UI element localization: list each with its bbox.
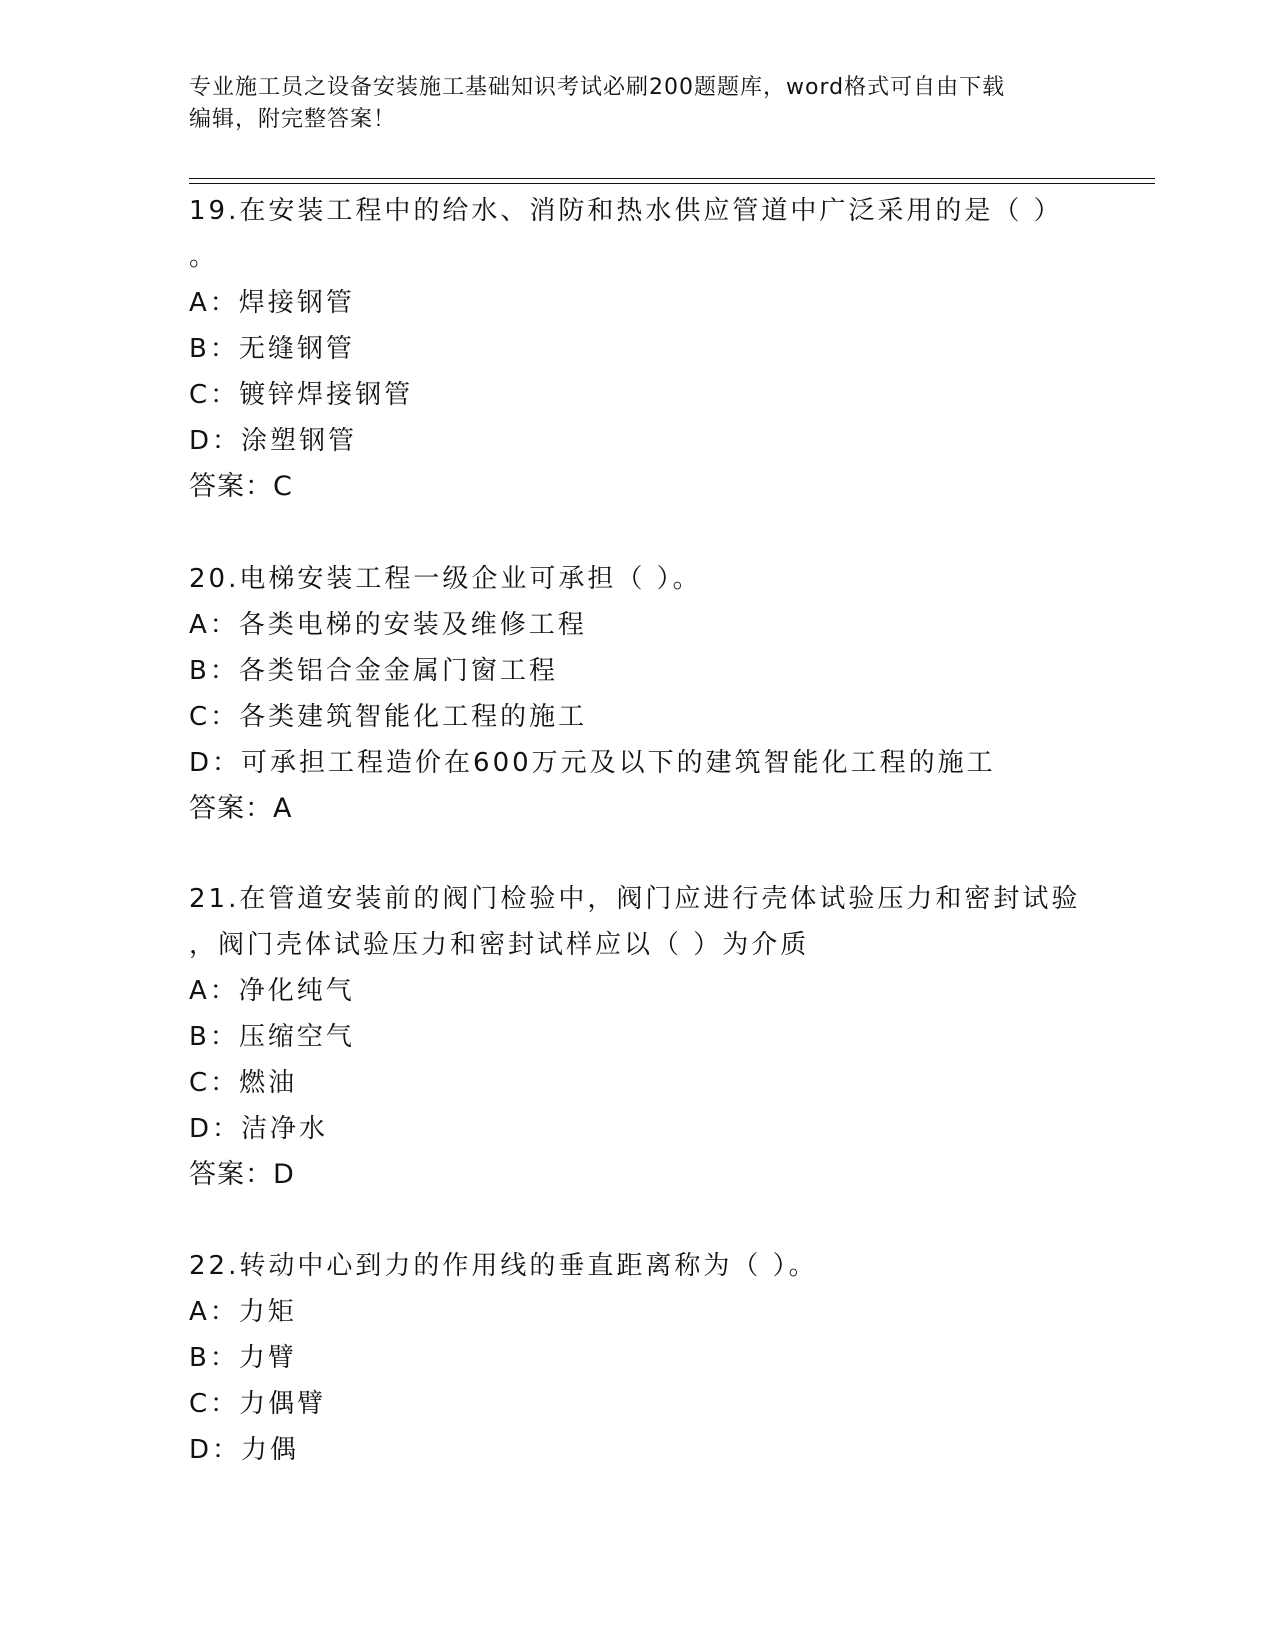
- option-b: B：无缝钢管: [189, 334, 355, 364]
- option-d: D：洁净水: [189, 1114, 329, 1144]
- question-21: [189, 876, 1089, 1198]
- option-b: B：各类铝合金金属门窗工程: [189, 656, 558, 686]
- question-stem-line: 。: [189, 242, 219, 272]
- option-d: D：涂塑钢管: [189, 426, 358, 456]
- answer-line: 答案：D: [189, 1159, 295, 1190]
- option-b: B：压缩空气: [189, 1022, 355, 1052]
- option-a: A：各类电梯的安装及维修工程: [189, 610, 587, 640]
- question-19: [189, 188, 1089, 510]
- document-header: [189, 72, 1089, 136]
- question-stem-line: 22.转动中心到力的作用线的垂直距离称为（ ）。: [189, 1251, 818, 1281]
- question-stem-line: 20.电梯安装工程一级企业可承担（ ）。: [189, 564, 702, 594]
- option-a: A：净化纯气: [189, 976, 355, 1006]
- question-stem-line: ，阀门壳体试验压力和密封试样应以（ ）为介质: [189, 930, 810, 960]
- answer-line: 答案：C: [189, 471, 293, 502]
- option-c: C：镀锌焊接钢管: [189, 380, 414, 410]
- question-stem-line: 19.在安装工程中的给水、消防和热水供应管道中广泛采用的是（ ）: [189, 196, 1063, 226]
- question-22: [189, 1243, 1089, 1473]
- option-a: A：焊接钢管: [189, 288, 355, 318]
- question-stem-line: 21.在管道安装前的阀门检验中，阀门应进行壳体试验压力和密封试验: [189, 884, 1081, 914]
- header-line-1: 专业施工员之设备安装施工基础知识考试必刷200题题库，word格式可自由下载: [189, 75, 1006, 100]
- option-c: C：燃油: [189, 1068, 298, 1098]
- option-c: C：各类建筑智能化工程的施工: [189, 702, 588, 732]
- option-d: D：力偶: [189, 1435, 300, 1465]
- header-line-2: 编辑，附完整答案！: [189, 107, 397, 132]
- option-a: A：力矩: [189, 1297, 297, 1327]
- option-c: C：力偶臂: [189, 1389, 327, 1419]
- answer-line: 答案：A: [189, 793, 293, 824]
- option-d: D：可承担工程造价在600万元及以下的建筑智能化工程的施工: [189, 748, 996, 778]
- option-b: B：力臂: [189, 1343, 297, 1373]
- question-20: [189, 556, 1089, 832]
- header-divider-bottom: [189, 183, 1155, 184]
- header-divider-top: [189, 178, 1155, 179]
